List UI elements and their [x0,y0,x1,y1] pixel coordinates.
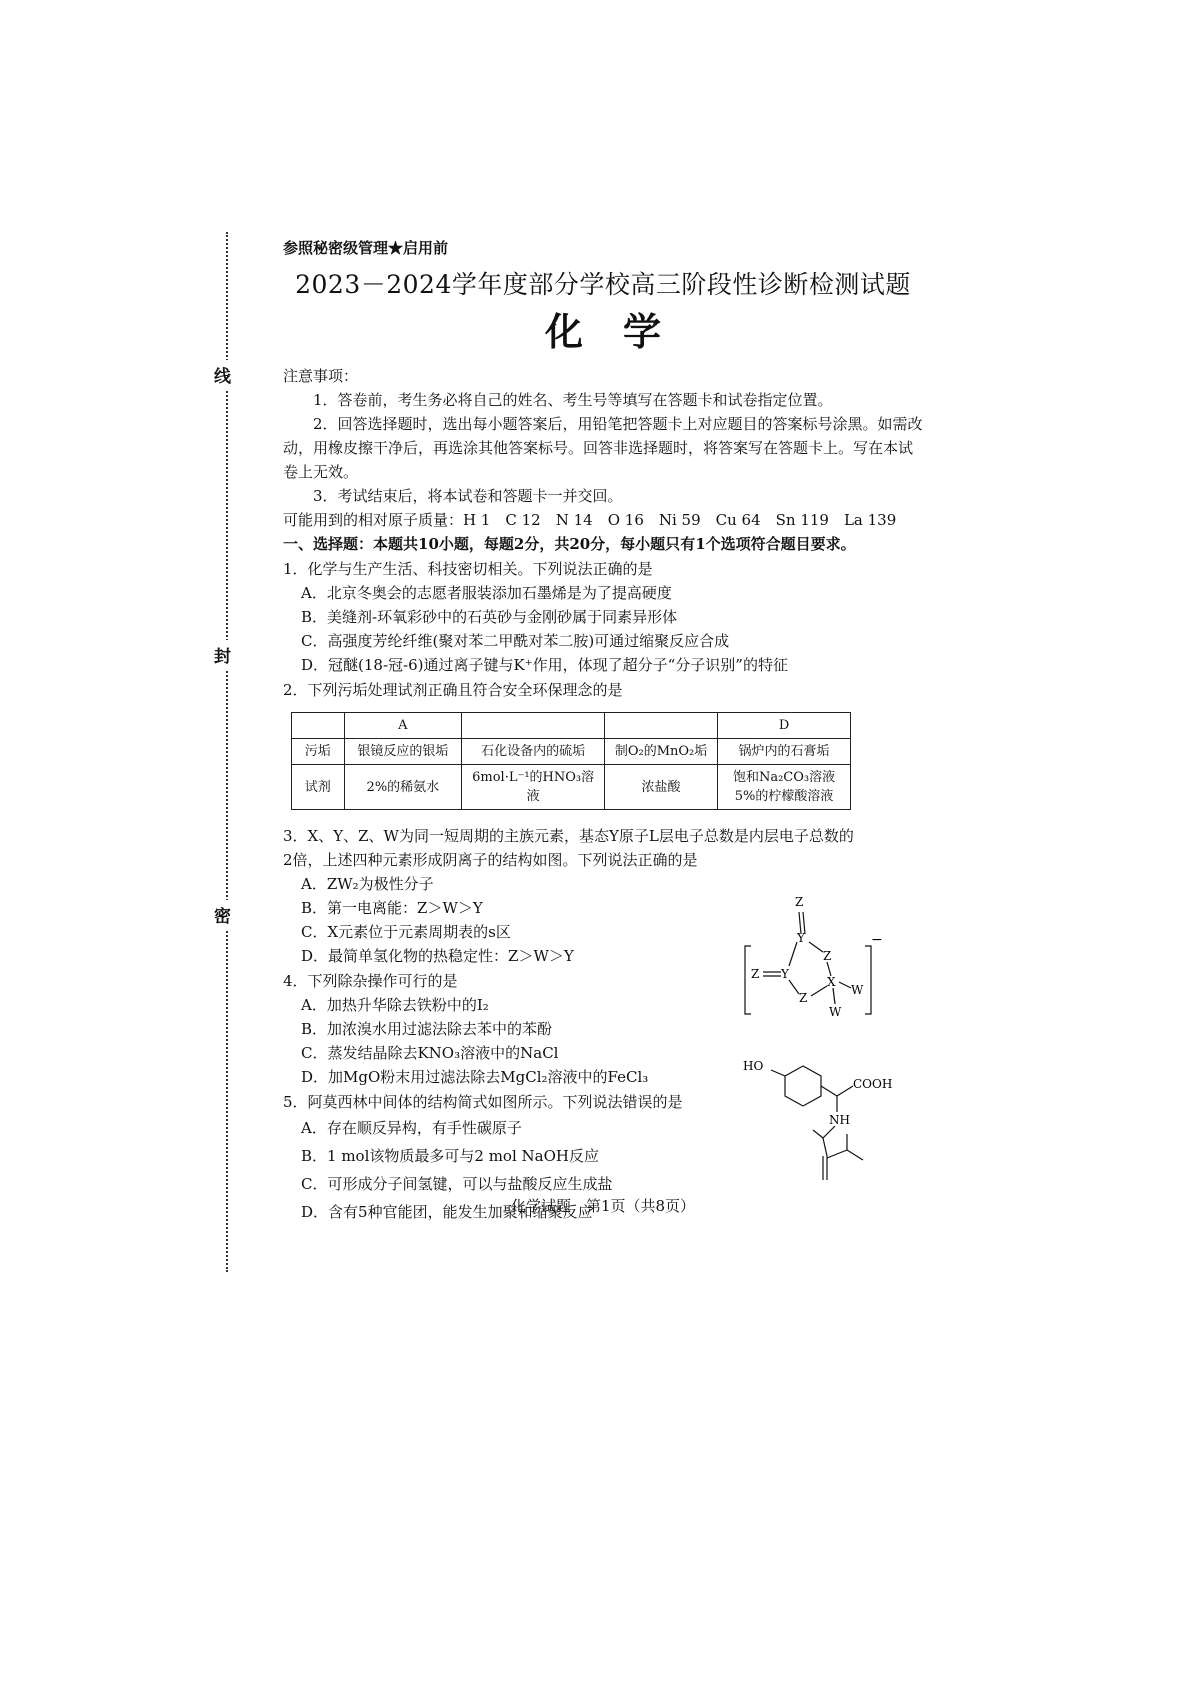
table-cell: 6mol·L⁻¹的HNO₃溶液 [462,765,605,810]
anion-structure-diagram [743,886,883,1036]
table-cell: 银镜反应的银垢 [344,739,462,765]
table-cell: A [344,713,462,739]
note-1: 1．答卷前，考生务必将自己的姓名、考生号等填写在答题卡和试卷指定位置。 [313,391,833,409]
atom-y-label: Y [781,967,789,981]
q5-option-d: D．含有5种官能团，能发生加聚和缩聚反应 [301,1203,593,1221]
table-cell: 浓盐酸 [605,765,718,810]
table-row [292,713,851,739]
margin-char-line: 线 [214,360,231,389]
amine-label: NH [829,1113,850,1127]
q3-option-b: B．第一电离能：Z＞W＞Y [301,899,483,917]
question-4-stem: 4．下列除杂操作可行的是 [283,972,458,990]
amoxicillin-intermediate-diagram [743,1056,893,1206]
q5-option-a: A．存在顺反异构，有手性碳原子 [301,1119,522,1137]
hydroxyl-label: HO [743,1059,764,1073]
question-3-stem: 3．X、Y、Z、W为同一短周期的主族元素，基态Y原子L层电子总数是内层电子总数的2倍，上述四种元素形成阴离子的结构如图。下列说法正确的是 [283,827,854,869]
table-cell: 锅炉内的石膏垢 [718,739,851,765]
q5-option-c: C．可形成分子间氢键，可以与盐酸反应生成盐 [301,1175,613,1193]
table-row [292,765,851,810]
table-cell: 污垢 [292,739,345,765]
q1-option-a: A．北京冬奥会的志愿者服装添加石墨烯是为了提高硬度 [301,584,672,602]
question-2-stem: 2．下列污垢处理试剂正确且符合安全环保理念的是 [283,681,623,699]
question-1 [283,557,923,677]
q3-option-d: D．最简单氢化物的热稳定性：Z＞W＞Y [301,947,574,965]
atomic-masses: 可能用到的相对原子质量：H 1 C 12 N 14 O 16 Ni 59 Cu 64 Sn 119 La 139 [283,511,897,529]
q4-option-a: A．加热升华除去铁粉中的I₂ [301,996,489,1014]
question-5-stem: 5．阿莫西林中间体的结构简式如图所示。下列说法错误的是 [283,1093,683,1111]
note-3: 3．考试结束后，将本试卷和答题卡一并交回。 [313,487,623,505]
note-2: 2．回答选择题时，选出每小题答案后，用铅笔把答题卡上对应题目的答案标号涂黑。如需改动，用橡皮擦干净后，再选涂其他答案标号。回答非选择题时，将答案写在答题卡上。写在本试卷上无效。 [283,415,923,481]
atom-x-label: X [827,975,836,989]
table-cell: 2%的稀氨水 [344,765,462,810]
table-cell: 石化设备内的硫垢 [462,739,605,765]
q1-option-c: C．高强度芳纶纤维(聚对苯二甲酰对苯二胺)可通过缩聚反应合成 [301,632,730,650]
q3-option-c: C．X元素位于元素周期表的s区 [301,923,511,941]
exam-title: 2023－2024学年度部分学校高三阶段性诊断检测试题 [295,270,911,299]
confidential-label: 参照秘密级管理★启用前 [283,239,449,257]
margin-char-secret: 密 [214,900,231,929]
reagent-table [291,712,851,810]
table-cell-line: 饱和Na₂CO₃溶液 [732,770,836,785]
atom-z-label: Z [823,949,832,963]
table-cell [605,713,718,739]
carboxyl-label: COOH [853,1077,893,1091]
q1-option-d: D．冠醚(18-冠-6)通过离子键与K⁺作用，体现了超分子“分子识别”的特征 [301,656,788,674]
atom-z-label: Z [795,895,804,909]
atom-w-label: W [829,1005,842,1019]
atom-y-label: Y [797,931,805,945]
table-cell: 制O₂的MnO₂垢 [605,739,718,765]
q4-option-d: D．加MgO粉末用过滤法除去MgCl₂溶液中的FeCl₃ [301,1068,649,1086]
table-row [292,739,851,765]
q3-option-a: A．ZW₂为极性分子 [301,875,434,893]
table-cell [292,713,345,739]
table-cell: 试剂 [292,765,345,810]
q5-option-b: B．1 mol该物质最多可与2 mol NaOH反应 [301,1147,599,1165]
subject-title: 化学 [544,309,701,354]
atom-z-label: Z [751,967,760,981]
margin-char-seal: 封 [214,640,231,669]
table-cell [462,713,605,739]
section-1-heading: 一、选择题：本题共10小题，每题2分，共20分，每小题只有1个选项符合题目要求。 [283,535,856,553]
q4-option-c: C．蒸发结晶除去KNO₃溶液中的NaCl [301,1044,559,1062]
table-cell-line: 5%的柠檬酸溶液 [734,789,834,804]
q4-option-b: B．加浓溴水用过滤法除去苯中的苯酚 [301,1020,553,1038]
atom-z-label: Z [799,991,808,1005]
table-cell [718,765,851,810]
table-cell: D [718,713,851,739]
q1-option-b: B．美缝剂-环氧彩砂中的石英砂与金刚砂属于同素异形体 [301,608,678,626]
page-footer: 化学试题 第1页（共8页） [510,1197,696,1215]
notes-heading: 注意事项： [283,367,359,385]
atom-w-label: W [851,983,864,997]
question-1-stem: 1．化学与生产生活、科技密切相关。下列说法正确的是 [283,560,653,578]
question-2 [283,678,923,810]
exam-page [283,236,923,1224]
charge-label: − [871,932,883,948]
